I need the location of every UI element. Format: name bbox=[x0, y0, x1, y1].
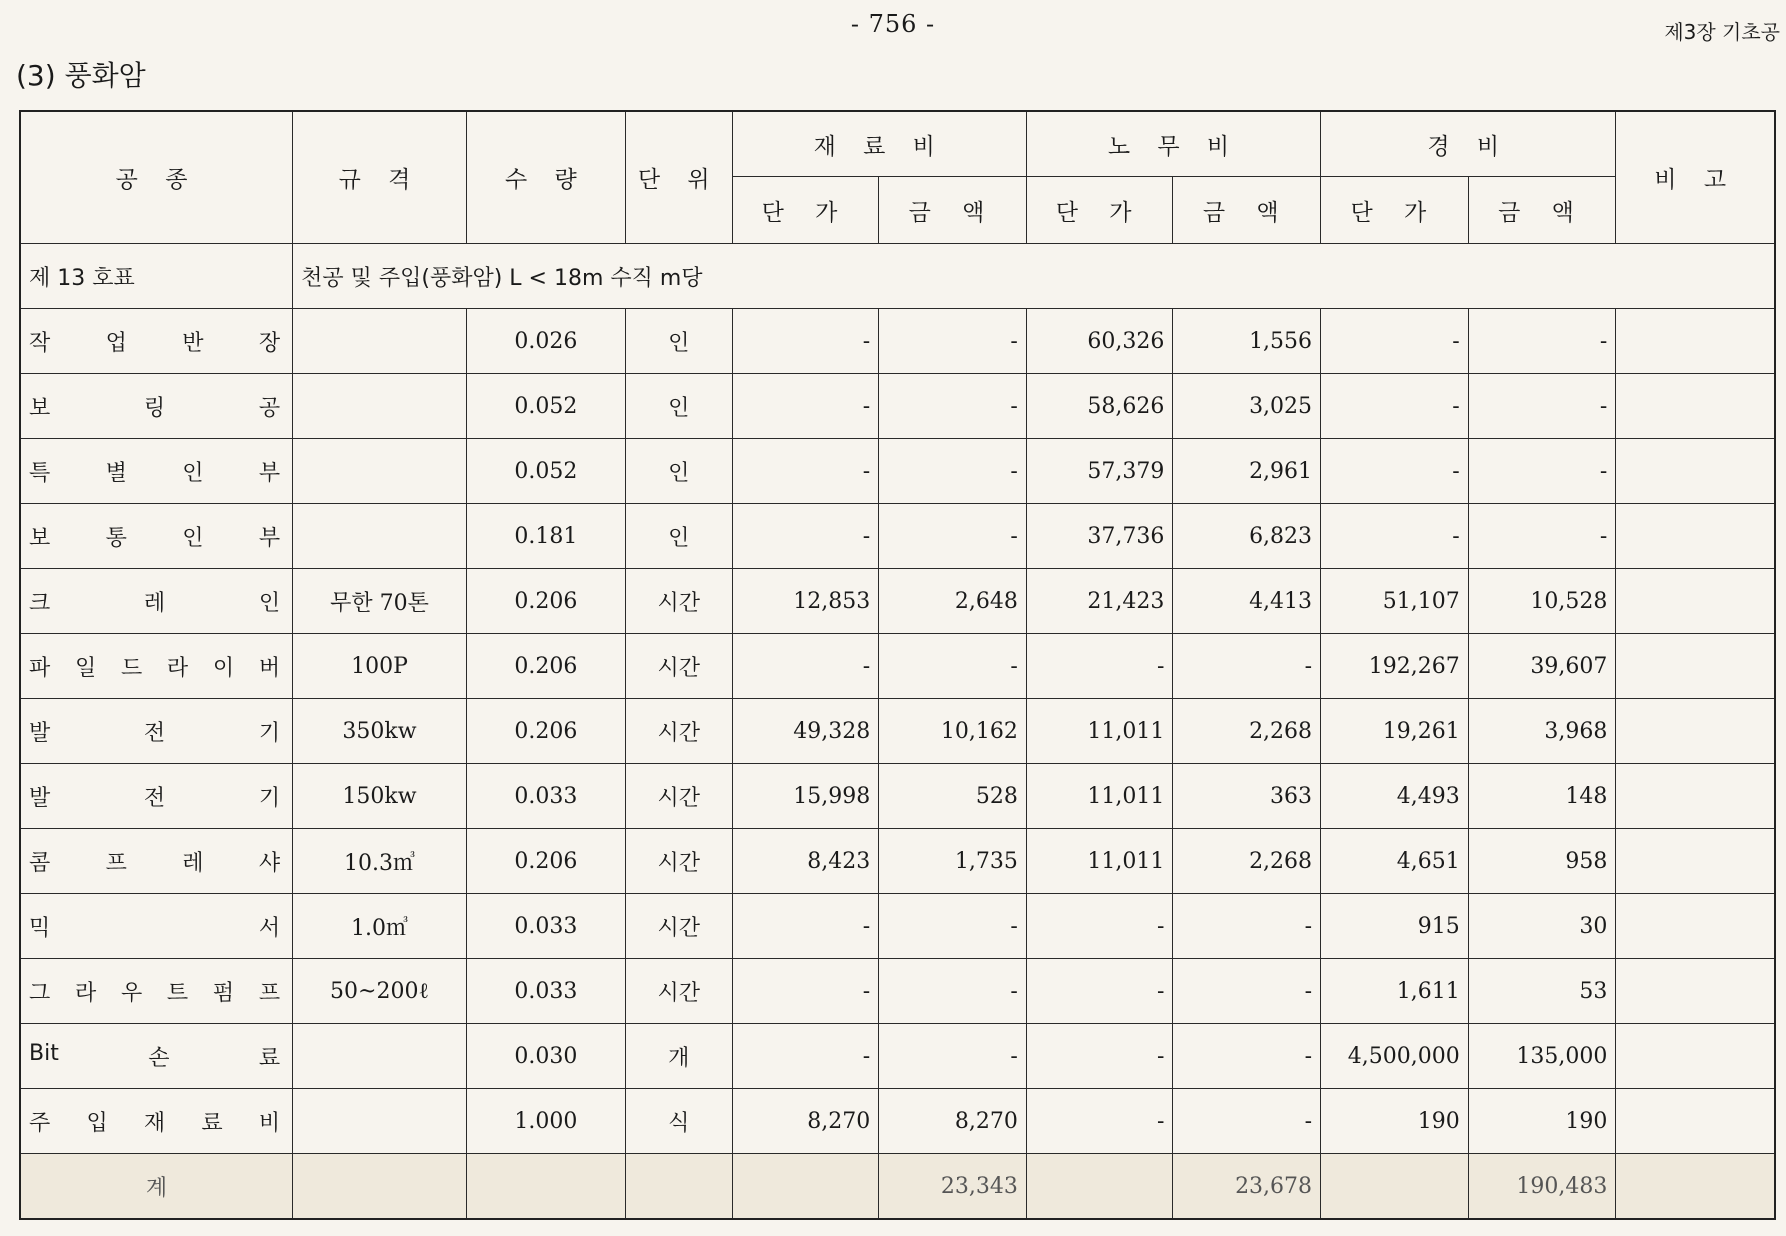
group-description: 천공 및 주입(풍화암) L < 18m 수직 m당 bbox=[293, 244, 1775, 309]
cell-qty: 0.033 bbox=[466, 764, 625, 829]
header-expense-price: 단 가 bbox=[1321, 177, 1469, 244]
cell-unit: 식 bbox=[625, 1089, 732, 1154]
cell-labor-price: - bbox=[1026, 894, 1173, 959]
cell-spec: 10.3㎥ bbox=[293, 829, 467, 894]
cell-expense-price: 4,493 bbox=[1321, 764, 1469, 829]
cell-unit: 시간 bbox=[625, 699, 732, 764]
header-item: 공 종 bbox=[20, 111, 293, 244]
cell-item: 보 링 공 bbox=[20, 374, 293, 439]
cell-qty: 0.026 bbox=[466, 309, 625, 374]
cell-unit: 시간 bbox=[625, 634, 732, 699]
table-row bbox=[20, 894, 1775, 959]
cell-material-price: - bbox=[732, 309, 879, 374]
cell-labor-amount: 2,268 bbox=[1173, 829, 1321, 894]
cell-remark bbox=[1616, 894, 1775, 959]
cell-expense-amount: - bbox=[1468, 309, 1616, 374]
cell-material-price bbox=[732, 1154, 879, 1220]
cell-material-amount: - bbox=[879, 959, 1027, 1024]
cell-material-amount: - bbox=[879, 374, 1027, 439]
cell-qty: 0.206 bbox=[466, 699, 625, 764]
cell-qty: 0.206 bbox=[466, 569, 625, 634]
cell-expense-amount: 10,528 bbox=[1468, 569, 1616, 634]
cell-material-amount: - bbox=[879, 504, 1027, 569]
table-row bbox=[20, 634, 1775, 699]
cell-expense-amount: - bbox=[1468, 504, 1616, 569]
cell-spec bbox=[293, 439, 467, 504]
cell-material-amount: 8,270 bbox=[879, 1089, 1027, 1154]
cell-expense-amount: - bbox=[1468, 374, 1616, 439]
cell-labor-amount: 2,961 bbox=[1173, 439, 1321, 504]
cell-spec: 150kw bbox=[293, 764, 467, 829]
header-material-price: 단 가 bbox=[732, 177, 879, 244]
cell-remark bbox=[1616, 699, 1775, 764]
cell-unit: 인 bbox=[625, 504, 732, 569]
cell-expense-amount: 135,000 bbox=[1468, 1024, 1616, 1089]
cell-qty bbox=[466, 1154, 625, 1220]
cell-material-price: - bbox=[732, 504, 879, 569]
cell-item: 작 업 반 장 bbox=[20, 309, 293, 374]
cell-material-price: - bbox=[732, 439, 879, 504]
table-row bbox=[20, 1024, 1775, 1089]
header-unit: 단 위 bbox=[625, 111, 732, 244]
table-row bbox=[20, 504, 1775, 569]
cell-qty: 0.052 bbox=[466, 439, 625, 504]
cell-item: 발 전 기 bbox=[20, 699, 293, 764]
header-qty: 수 량 bbox=[466, 111, 625, 244]
header-labor: 노 무 비 bbox=[1026, 111, 1320, 177]
cell-material-amount: 2,648 bbox=[879, 569, 1027, 634]
cell-item: Bit 손 료 bbox=[20, 1024, 293, 1089]
cell-expense-amount: 53 bbox=[1468, 959, 1616, 1024]
cell-labor-amount: 6,823 bbox=[1173, 504, 1321, 569]
section-title: (3) 풍화암 bbox=[16, 59, 146, 92]
cell-labor-price: 37,736 bbox=[1026, 504, 1173, 569]
cost-table bbox=[19, 110, 1776, 1220]
cell-labor-price: - bbox=[1026, 1024, 1173, 1089]
cell-expense-amount: 3,968 bbox=[1468, 699, 1616, 764]
header-material-amount: 금 액 bbox=[879, 177, 1027, 244]
cell-expense-amount: 39,607 bbox=[1468, 634, 1616, 699]
cell-expense-price: 192,267 bbox=[1321, 634, 1469, 699]
header-material: 재 료 비 bbox=[732, 111, 1026, 177]
cell-labor-price: 11,011 bbox=[1026, 699, 1173, 764]
cell-unit: 시간 bbox=[625, 569, 732, 634]
cell-labor-price: - bbox=[1026, 1089, 1173, 1154]
cell-labor-amount: - bbox=[1173, 1024, 1321, 1089]
cell-unit: 인 bbox=[625, 309, 732, 374]
cell-item: 믹 서 bbox=[20, 894, 293, 959]
cell-item: 발 전 기 bbox=[20, 764, 293, 829]
cell-remark bbox=[1616, 309, 1775, 374]
header-spec: 규 격 bbox=[293, 111, 467, 244]
cell-labor-amount: 4,413 bbox=[1173, 569, 1321, 634]
cell-unit: 시간 bbox=[625, 764, 732, 829]
cell-labor-amount: - bbox=[1173, 959, 1321, 1024]
cell-item: 파 일 드 라 이 버 bbox=[20, 634, 293, 699]
cell-material-price: - bbox=[732, 894, 879, 959]
cell-qty: 0.052 bbox=[466, 374, 625, 439]
cell-expense-price: 1,611 bbox=[1321, 959, 1469, 1024]
cell-material-price: 8,423 bbox=[732, 829, 879, 894]
table-row bbox=[20, 439, 1775, 504]
cell-material-amount: 1,735 bbox=[879, 829, 1027, 894]
table-row bbox=[20, 959, 1775, 1024]
cell-material-price: 49,328 bbox=[732, 699, 879, 764]
cell-spec bbox=[293, 504, 467, 569]
cell-spec bbox=[293, 1024, 467, 1089]
cell-labor-price: 11,011 bbox=[1026, 829, 1173, 894]
cell-remark bbox=[1616, 959, 1775, 1024]
cell-remark bbox=[1616, 504, 1775, 569]
cell-unit: 시간 bbox=[625, 894, 732, 959]
cell-item: 콤 프 레 샤 bbox=[20, 829, 293, 894]
total-expense-amount: 190,483 bbox=[1468, 1154, 1616, 1220]
cell-remark bbox=[1616, 829, 1775, 894]
cell-labor-price: 58,626 bbox=[1026, 374, 1173, 439]
cell-remark bbox=[1616, 634, 1775, 699]
cell-qty: 0.033 bbox=[466, 894, 625, 959]
cell-item: 특 별 인 부 bbox=[20, 439, 293, 504]
cell-spec bbox=[293, 1154, 467, 1220]
cell-remark bbox=[1616, 374, 1775, 439]
cell-qty: 0.206 bbox=[466, 829, 625, 894]
cell-item: 주 입 재 료 비 bbox=[20, 1089, 293, 1154]
cell-material-amount: - bbox=[879, 309, 1027, 374]
cell-labor-amount: 1,556 bbox=[1173, 309, 1321, 374]
cell-material-amount: - bbox=[879, 634, 1027, 699]
cell-remark bbox=[1616, 1154, 1775, 1220]
cell-material-amount: 528 bbox=[879, 764, 1027, 829]
cell-labor-price: 60,326 bbox=[1026, 309, 1173, 374]
header-labor-amount: 금 액 bbox=[1173, 177, 1321, 244]
table-row bbox=[20, 569, 1775, 634]
cell-unit: 시간 bbox=[625, 829, 732, 894]
cell-spec: 무한 70톤 bbox=[293, 569, 467, 634]
cell-expense-price: 4,651 bbox=[1321, 829, 1469, 894]
cell-labor-price: - bbox=[1026, 634, 1173, 699]
cell-labor-amount: - bbox=[1173, 894, 1321, 959]
cell-material-price: 8,270 bbox=[732, 1089, 879, 1154]
cell-expense-price bbox=[1321, 1154, 1469, 1220]
cell-material-amount: 10,162 bbox=[879, 699, 1027, 764]
cell-spec: 50~200ℓ bbox=[293, 959, 467, 1024]
cell-material-price: 15,998 bbox=[732, 764, 879, 829]
cell-expense-amount: 958 bbox=[1468, 829, 1616, 894]
cell-labor-amount: 2,268 bbox=[1173, 699, 1321, 764]
cell-labor-price: - bbox=[1026, 959, 1173, 1024]
cell-expense-price: - bbox=[1321, 309, 1469, 374]
cell-item: 그 라 우 트 펌 프 bbox=[20, 959, 293, 1024]
table-row bbox=[20, 309, 1775, 374]
cell-expense-price: 915 bbox=[1321, 894, 1469, 959]
cell-material-price: - bbox=[732, 374, 879, 439]
cell-expense-price: - bbox=[1321, 439, 1469, 504]
header-remark: 비 고 bbox=[1616, 111, 1775, 244]
cell-material-amount: - bbox=[879, 894, 1027, 959]
cell-expense-amount: - bbox=[1468, 439, 1616, 504]
cell-labor-price: 11,011 bbox=[1026, 764, 1173, 829]
page-number: - 756 - bbox=[850, 10, 936, 38]
cell-labor-amount: - bbox=[1173, 634, 1321, 699]
group-code: 제 13 호표 bbox=[20, 244, 293, 309]
table-row bbox=[20, 829, 1775, 894]
cell-remark bbox=[1616, 439, 1775, 504]
cell-material-price: 12,853 bbox=[732, 569, 879, 634]
cell-expense-amount: 190 bbox=[1468, 1089, 1616, 1154]
group-row bbox=[20, 244, 1775, 309]
header-labor-price: 단 가 bbox=[1026, 177, 1173, 244]
header-expense: 경 비 bbox=[1321, 111, 1616, 177]
cell-qty: 0.030 bbox=[466, 1024, 625, 1089]
table-row bbox=[20, 374, 1775, 439]
cell-labor-amount: - bbox=[1173, 1089, 1321, 1154]
cell-labor-price: 57,379 bbox=[1026, 439, 1173, 504]
cell-expense-price: 190 bbox=[1321, 1089, 1469, 1154]
cell-expense-amount: 30 bbox=[1468, 894, 1616, 959]
cell-unit: 인 bbox=[625, 374, 732, 439]
cell-labor-amount: 363 bbox=[1173, 764, 1321, 829]
cell-expense-amount: 148 bbox=[1468, 764, 1616, 829]
cell-item: 보 통 인 부 bbox=[20, 504, 293, 569]
cell-expense-price: - bbox=[1321, 374, 1469, 439]
header-expense-amount: 금 액 bbox=[1468, 177, 1616, 244]
cell-item: 크 레 인 bbox=[20, 569, 293, 634]
cell-spec bbox=[293, 374, 467, 439]
cell-expense-price: 19,261 bbox=[1321, 699, 1469, 764]
total-row bbox=[20, 1154, 1775, 1220]
cell-spec: 1.0㎥ bbox=[293, 894, 467, 959]
cell-remark bbox=[1616, 1024, 1775, 1089]
cell-labor-amount: 3,025 bbox=[1173, 374, 1321, 439]
cell-remark bbox=[1616, 764, 1775, 829]
cell-unit: 시간 bbox=[625, 959, 732, 1024]
cell-spec: 350kw bbox=[293, 699, 467, 764]
total-material-amount: 23,343 bbox=[879, 1154, 1027, 1220]
cell-expense-price: - bbox=[1321, 504, 1469, 569]
cell-unit: 개 bbox=[625, 1024, 732, 1089]
cell-remark bbox=[1616, 569, 1775, 634]
cell-qty: 0.033 bbox=[466, 959, 625, 1024]
cell-material-price: - bbox=[732, 1024, 879, 1089]
cell-expense-price: 51,107 bbox=[1321, 569, 1469, 634]
cell-unit bbox=[625, 1154, 732, 1220]
table-row bbox=[20, 1089, 1775, 1154]
cell-remark bbox=[1616, 1089, 1775, 1154]
table-row bbox=[20, 764, 1775, 829]
total-labor-amount: 23,678 bbox=[1173, 1154, 1321, 1220]
cell-labor-price bbox=[1026, 1154, 1173, 1220]
cell-spec bbox=[293, 1089, 467, 1154]
cell-material-price: - bbox=[732, 634, 879, 699]
cell-expense-price: 4,500,000 bbox=[1321, 1024, 1469, 1089]
total-label: 계 bbox=[20, 1154, 293, 1220]
cell-material-amount: - bbox=[879, 1024, 1027, 1089]
cell-spec bbox=[293, 309, 467, 374]
table-row bbox=[20, 699, 1775, 764]
cell-qty: 0.206 bbox=[466, 634, 625, 699]
cell-unit: 인 bbox=[625, 439, 732, 504]
cell-qty: 0.181 bbox=[466, 504, 625, 569]
cell-material-price: - bbox=[732, 959, 879, 1024]
cell-spec: 100P bbox=[293, 634, 467, 699]
cell-labor-price: 21,423 bbox=[1026, 569, 1173, 634]
chapter-title: 제3장 기초공 bbox=[1664, 20, 1780, 44]
cell-material-amount: - bbox=[879, 439, 1027, 504]
cell-qty: 1.000 bbox=[466, 1089, 625, 1154]
